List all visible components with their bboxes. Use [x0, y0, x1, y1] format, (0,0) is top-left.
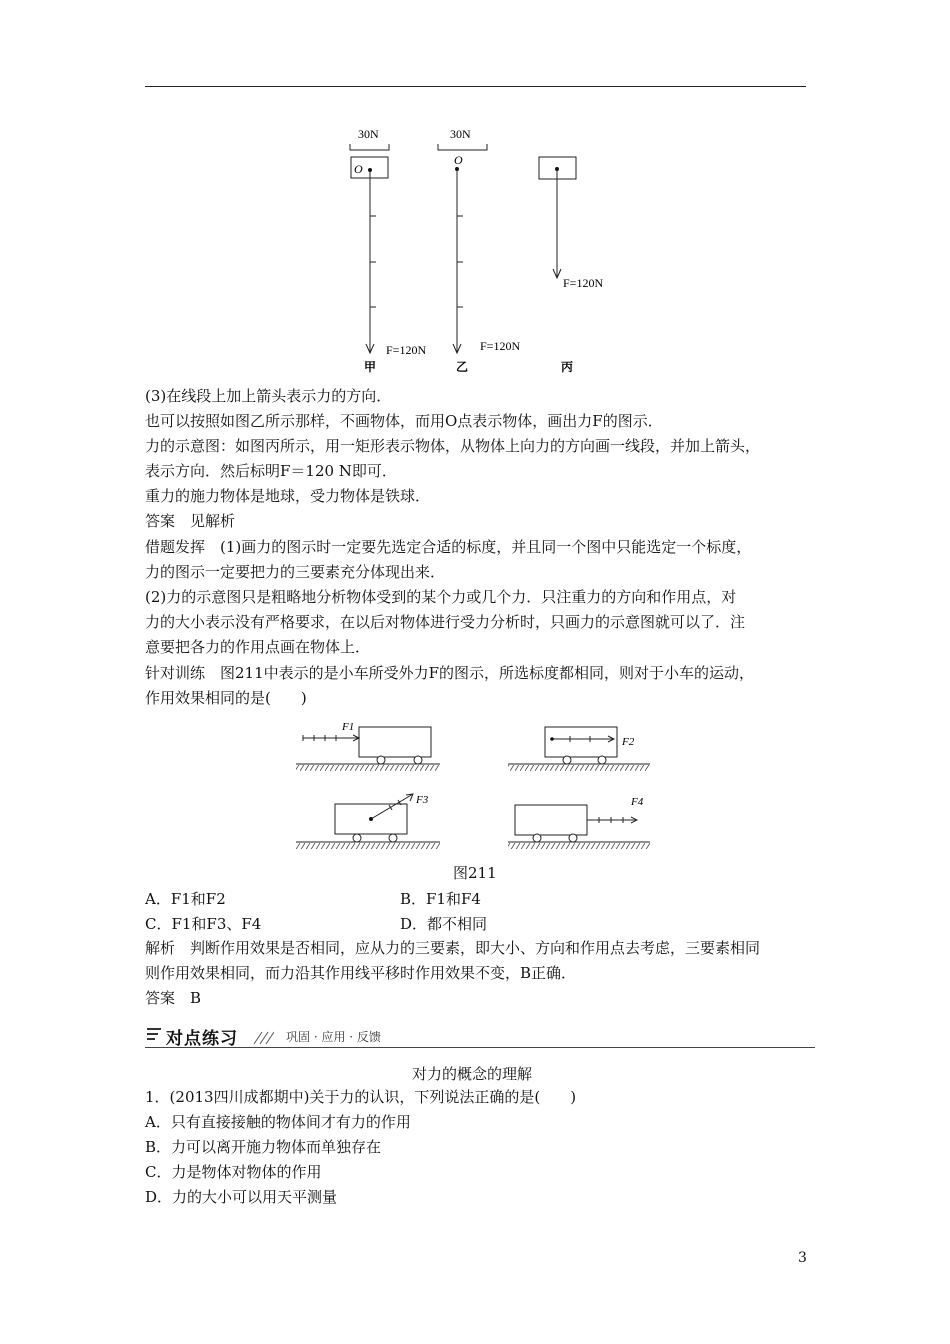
section-icon	[145, 1026, 163, 1044]
option-b: B．F1和F4	[400, 890, 481, 908]
paragraph-tip-1-cont: 力的图示一定要把力的三要素充分体现出来．	[145, 563, 446, 581]
option-a: A．F1和F2	[145, 890, 226, 908]
page-number: 3	[798, 1250, 807, 1266]
paragraph-tip-2: (2)力的示意图只是粗略地分析物体受到的某个力或几个力．只注重力的方向和作用点，对	[145, 588, 737, 606]
paragraph-tip-2-cont: 力的大小表示没有严格要求，在以后对物体进行受力分析时，只画力的示意图就可以了．注	[145, 613, 746, 631]
point-label-yi: O	[454, 153, 463, 167]
section-hatch	[252, 1030, 274, 1046]
question-1-option-b: B．力可以离开施力物体而单独存在	[145, 1138, 382, 1156]
question-1-stem: 1．(2013四川成都期中)关于力的认识，下列说法正确的是( )	[145, 1088, 577, 1106]
section-rule	[145, 1047, 815, 1048]
topic-heading: 对力的概念的理解	[412, 1065, 533, 1083]
scale-label-jia: 30N	[358, 127, 379, 141]
caption-bing: 丙	[561, 360, 574, 374]
answer-1: 答案 见解析	[145, 512, 236, 530]
paragraph-tip-1: 借题发挥 (1)画力的图示时一定要先选定合适的标度，并且同一个图中只能选定一个标度，	[145, 538, 752, 556]
cart-4	[508, 805, 650, 849]
scale-label-yi: 30N	[450, 127, 471, 141]
cart-figure	[290, 715, 690, 855]
paragraph-tip-2-end: 意要把各力的作用点画在物体上．	[145, 638, 371, 656]
point-bing	[555, 167, 559, 171]
section-subtitle: 巩固 · 应用 · 反馈	[286, 1030, 381, 1044]
analysis-line-2: 则作用效果相同，而力沿其作用线平移时作用效果不变，B正确．	[145, 964, 577, 982]
caption-jia: 甲	[364, 360, 377, 374]
force-label-f1: F1	[342, 721, 355, 733]
force-label-f4: F4	[631, 796, 644, 808]
point-jia	[368, 168, 372, 172]
analysis-line-1: 解析 判断作用效果是否相同，应从力的三要素，即大小、方向和作用点去考虑，三要素相同	[145, 939, 761, 957]
figure-caption: 图211	[453, 864, 497, 882]
point-yi	[455, 167, 459, 171]
cart-1	[296, 727, 440, 771]
paragraph-exercise-cont: 作用效果相同的是( )	[145, 689, 307, 707]
paragraph-yi-method: 也可以按照如图乙所示那样，不画物体，而用O点表示物体，画出力F的图示．	[145, 412, 663, 430]
option-c: C．F1和F3、F4	[145, 915, 262, 933]
caption-yi: 乙	[456, 360, 469, 374]
diagram-bing	[539, 157, 576, 278]
diagram-yi	[438, 144, 487, 353]
force-label-jia: F=120N	[386, 343, 427, 357]
force-label-yi: F=120N	[480, 339, 521, 353]
paragraph-gravity: 重力的施力物体是地球，受力物体是铁球．	[145, 487, 431, 505]
paragraph-step3: (3)在线段上加上箭头表示力的方向．	[145, 387, 392, 405]
answer-2: 答案 B	[145, 989, 202, 1007]
cart-2	[508, 727, 650, 771]
force-diagram-figure	[330, 120, 630, 380]
point-label-jia: O	[354, 162, 363, 176]
option-d: D．都不相同	[400, 915, 488, 933]
paragraph-schematic: 力的示意图：如图丙所示，用一矩形表示物体，从物体上向力的方向画一线段，并加上箭头，	[145, 437, 761, 455]
question-1-option-d: D．力的大小可以用天平测量	[145, 1188, 338, 1206]
header-rule	[145, 86, 806, 87]
question-1-option-c: C．力是物体对物体的作用	[145, 1163, 322, 1181]
force-label-f3: F3	[416, 794, 429, 806]
force-label-f2: F2	[622, 736, 635, 748]
paragraph-exercise: 针对训练 图211中表示的是小车所受外力F的图示，所选标度都相同，则对于小车的运动，	[145, 664, 755, 682]
force-label-bing: F=120N	[563, 276, 604, 290]
question-1-option-a: A．只有直接接触的物体间才有力的作用	[145, 1113, 411, 1131]
section-title: 对点练习	[166, 1029, 238, 1049]
paragraph-schematic-cont: 表示方向．然后标明F＝120 N即可．	[145, 462, 397, 480]
